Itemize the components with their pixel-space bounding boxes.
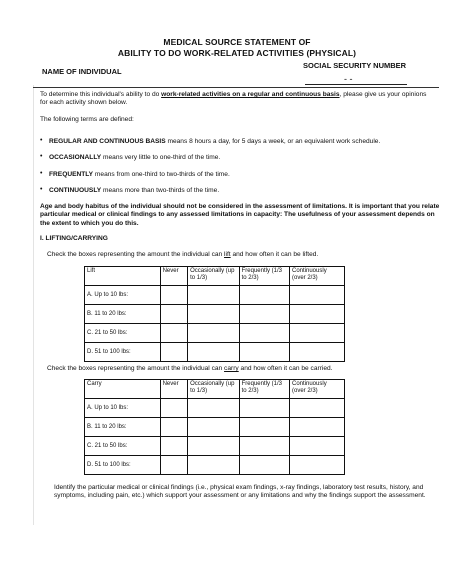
checkbox-cell[interactable] xyxy=(290,399,345,418)
definition-text: means 8 hours a day, for 5 days a week, or an equivalent work schedule. xyxy=(165,138,381,145)
ssn-input-line[interactable] xyxy=(305,84,407,85)
carry-instruction-post: and how often it can be carried. xyxy=(238,365,333,372)
carry-table xyxy=(84,379,345,475)
bullet-4: • xyxy=(40,186,43,193)
table-row xyxy=(85,418,345,437)
carry-instruction-verb: carry xyxy=(224,365,239,372)
table-row xyxy=(85,437,345,456)
table-row xyxy=(85,399,345,418)
carry-instruction-pre: Check the boxes representing the amount the individual can xyxy=(47,365,225,372)
intro-pre: To determine this individual's ability to do xyxy=(40,91,162,98)
carry-header-cell: Never xyxy=(160,380,187,399)
checkbox-cell[interactable] xyxy=(239,343,289,362)
checkbox-cell[interactable] xyxy=(290,286,345,305)
age-habitus-note: Age and body habitus of the individual should not be considered in the assessment of limitations. It is important that you relate particular medical or clinical findings to any assessed limitations in capacity: The usefulness of your assessment depends on the extent to which you do this. xyxy=(40,203,440,227)
checkbox-cell[interactable] xyxy=(188,286,240,305)
checkbox-cell[interactable] xyxy=(188,418,240,437)
checkbox-cell[interactable] xyxy=(188,305,240,324)
checkbox-cell[interactable] xyxy=(160,343,187,362)
checkbox-cell[interactable] xyxy=(239,437,289,456)
row-label: A. Up to 10 lbs: xyxy=(85,286,161,305)
lift-instruction-post: and how often it can be lifted. xyxy=(230,251,319,258)
checkbox-cell[interactable] xyxy=(160,324,187,343)
table-row xyxy=(85,343,345,362)
checkbox-cell[interactable] xyxy=(188,343,240,362)
checkbox-cell[interactable] xyxy=(290,305,345,324)
bullet-3: • xyxy=(40,170,43,177)
row-label: C. 21 to 50 lbs: xyxy=(85,324,161,343)
checkbox-cell[interactable] xyxy=(160,305,187,324)
checkbox-cell[interactable] xyxy=(160,399,187,418)
name-of-individual-label: NAME OF INDIVIDUAL xyxy=(42,67,122,76)
ssn-dash: - - xyxy=(344,74,353,84)
lift-table xyxy=(84,266,345,362)
checkbox-cell[interactable] xyxy=(160,456,187,475)
definition-occasionally xyxy=(49,154,220,161)
checkbox-cell[interactable] xyxy=(160,437,187,456)
definition-continuously xyxy=(49,187,219,194)
checkbox-cell[interactable] xyxy=(290,456,345,475)
carry-header-cell: Continuously (over 2/3) xyxy=(290,380,345,399)
intro-underlined: work-related activities on a regular and continuous basis xyxy=(161,91,340,98)
table-row xyxy=(85,324,345,343)
definition-frequently xyxy=(49,171,230,178)
ssn-label: SOCIAL SECURITY NUMBER xyxy=(303,61,407,70)
header-rule xyxy=(33,87,439,88)
row-label: A. Up to 10 lbs: xyxy=(85,399,161,418)
table-row xyxy=(85,456,345,475)
checkbox-cell[interactable] xyxy=(188,399,240,418)
carry-header-cell: Occasionally (up to 1/3) xyxy=(188,380,240,399)
carry-header-cell: Frequently (1/3 to 2/3) xyxy=(239,380,289,399)
checkbox-cell[interactable] xyxy=(290,418,345,437)
definition-term: FREQUENTLY xyxy=(49,171,94,178)
checkbox-cell[interactable] xyxy=(290,343,345,362)
definition-regular xyxy=(49,138,380,145)
bullet-2: • xyxy=(40,153,43,160)
lift-instruction-pre: Check the boxes representing the amount the individual can xyxy=(47,251,225,258)
carry-header-row xyxy=(85,380,345,399)
definition-term: OCCASIONALLY xyxy=(49,154,102,161)
row-label: B. 11 to 20 lbs: xyxy=(85,418,161,437)
lift-header-cell: Continuously (over 2/3) xyxy=(290,267,345,286)
section-heading-lifting: I. LIFTING/CARRYING xyxy=(40,235,108,242)
lift-header-cell: Frequently (1/3 to 2/3) xyxy=(239,267,289,286)
checkbox-cell[interactable] xyxy=(239,324,289,343)
definition-term: CONTINUOUSLY xyxy=(49,187,102,194)
lift-instruction xyxy=(47,251,318,259)
carry-instruction xyxy=(47,365,333,373)
definition-text: means more than two-thirds of the time. xyxy=(101,187,220,194)
checkbox-cell[interactable] xyxy=(239,305,289,324)
checkbox-cell[interactable] xyxy=(239,418,289,437)
checkbox-cell[interactable] xyxy=(239,399,289,418)
lift-header-cell: Lift xyxy=(85,267,161,286)
checkbox-cell[interactable] xyxy=(290,324,345,343)
row-label: B. 11 to 20 lbs: xyxy=(85,305,161,324)
checkbox-cell[interactable] xyxy=(188,456,240,475)
identify-findings-paragraph: Identify the particular medical or clinical findings (i.e., physical exam findings, x-ray findings, laboratory test results, history, and symptoms, including pain, etc.) which support your assessment or any limitations and why the findings support the assessment. xyxy=(54,484,426,500)
intro-paragraph xyxy=(40,91,435,108)
lift-instruction-verb: lift xyxy=(224,251,231,258)
lift-header-row xyxy=(85,267,345,286)
intro-post: , please give us your opinions for each activity shown below. xyxy=(40,91,427,107)
checkbox-cell[interactable] xyxy=(290,437,345,456)
checkbox-cell[interactable] xyxy=(160,286,187,305)
bullet-1: • xyxy=(40,137,43,144)
checkbox-cell[interactable] xyxy=(160,418,187,437)
page-margin-line xyxy=(33,85,34,525)
checkbox-cell[interactable] xyxy=(188,437,240,456)
row-label: D. 51 to 100 lbs: xyxy=(85,343,161,362)
definition-text: means very little to one-third of the time. xyxy=(101,154,221,161)
table-row xyxy=(85,286,345,305)
carry-header-cell: Carry xyxy=(85,380,161,399)
checkbox-cell[interactable] xyxy=(239,286,289,305)
checkbox-cell[interactable] xyxy=(239,456,289,475)
table-row xyxy=(85,305,345,324)
terms-intro: The following terms are defined: xyxy=(40,116,134,123)
row-label: D. 51 to 100 lbs: xyxy=(85,456,161,475)
definition-term: REGULAR AND CONTINUOUS BASIS xyxy=(49,138,166,145)
form-title-line1: MEDICAL SOURCE STATEMENT OF xyxy=(163,37,311,47)
lift-header-cell: Occasionally (up to 1/3) xyxy=(188,267,240,286)
form-title-line2: ABILITY TO DO WORK-RELATED ACTIVITIES (PHYSICAL) xyxy=(117,48,357,58)
row-label: C. 21 to 50 lbs: xyxy=(85,437,161,456)
definition-text: means from one-third to two-thirds of the time. xyxy=(93,171,230,178)
checkbox-cell[interactable] xyxy=(188,324,240,343)
lift-header-cell: Never xyxy=(160,267,187,286)
